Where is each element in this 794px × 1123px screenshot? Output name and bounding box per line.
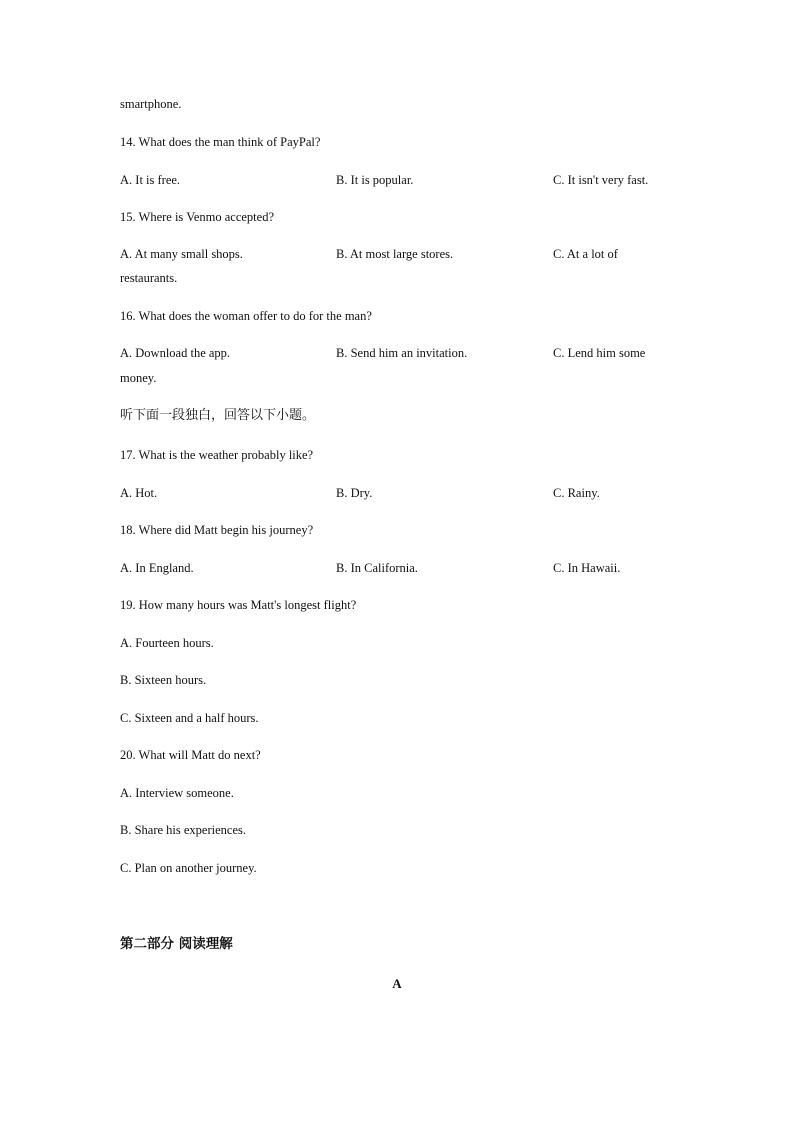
option-a: A. In England. <box>120 561 194 575</box>
passage-label: A <box>392 976 402 991</box>
question-20: 20. What will Matt do next? <box>120 748 261 762</box>
option-c: C. Rainy. <box>553 486 600 500</box>
option-b: B. Share his experiences. <box>120 823 247 837</box>
option-a: A. At many small shops. <box>120 247 243 261</box>
option-b: B. Sixteen hours. <box>120 673 207 687</box>
options-15 <box>120 246 680 262</box>
option-c: C. Plan on another journey. <box>120 861 257 875</box>
option-c: C. It isn't very fast. <box>553 173 649 187</box>
option-b: B. Dry. <box>336 486 373 500</box>
question-19: 19. How many hours was Matt's longest flight? <box>120 598 357 612</box>
option-a: A. It is free. <box>120 173 181 187</box>
option-a: A. Download the app. <box>120 346 231 360</box>
option-b: B. It is popular. <box>336 173 414 187</box>
option-b: B. Send him an invitation. <box>336 346 468 360</box>
option-a: A. Interview someone. <box>120 786 234 800</box>
option-wrap: money. <box>120 371 157 385</box>
question-18: 18. Where did Matt begin his journey? <box>120 523 314 537</box>
option-b: B. In California. <box>336 561 418 575</box>
option-a: A. Hot. <box>120 486 158 500</box>
option-b: B. At most large stores. <box>336 247 454 261</box>
section-heading: 第二部分 阅读理解 <box>120 936 233 952</box>
instruction: 听下面一段独白，回答以下小题。 <box>120 408 316 423</box>
option-c: C. In Hawaii. <box>553 561 621 575</box>
option-c: C. Sixteen and a half hours. <box>120 711 259 725</box>
options-18 <box>120 560 680 576</box>
question-17: 17. What is the weather probably like? <box>120 448 314 462</box>
option-c: C. At a lot of <box>553 247 618 261</box>
option-wrap: restaurants. <box>120 271 178 285</box>
question-15: 15. Where is Venmo accepted? <box>120 210 274 224</box>
options-16 <box>120 345 680 361</box>
text-line: smartphone. <box>120 97 182 111</box>
options-14 <box>120 172 680 188</box>
option-c: C. Lend him some <box>553 346 646 360</box>
question-14: 14. What does the man think of PayPal? <box>120 135 321 149</box>
options-17 <box>120 485 680 501</box>
question-16: 16. What does the woman offer to do for the man? <box>120 309 372 323</box>
option-a: A. Fourteen hours. <box>120 636 214 650</box>
